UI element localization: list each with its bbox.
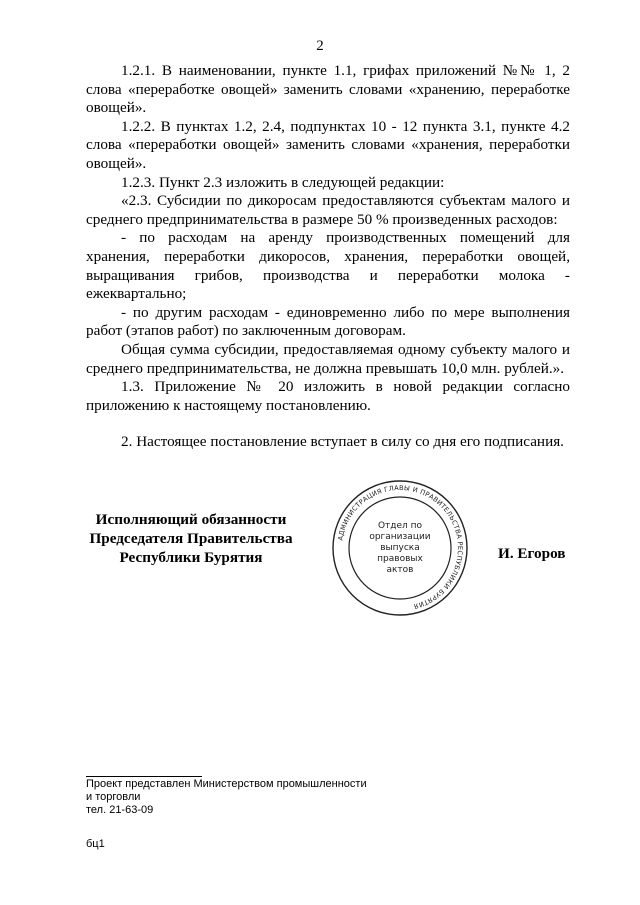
footer-phone: тел. 21-63-09 [86, 804, 154, 816]
stamp-line-4: правовых [377, 554, 423, 564]
paragraph-total-subsidy: Общая сумма субсидии, предоставляемая одному субъекту малого и среднего предпринимательства, не должна превышать 10,0 млн. рублей.». [86, 340, 570, 377]
page-number: 2 [316, 38, 324, 54]
document-body [86, 62, 570, 452]
official-stamp [330, 478, 470, 618]
paragraph-other-expenses: - по другим расходам - единовременно либо по мере выполнения работ (этапов работ) по заключенным договорам. [86, 303, 570, 340]
position-line-1: Исполняющий обязанности [95, 511, 287, 528]
footer-note [86, 778, 367, 817]
stamp-line-2: организации [369, 532, 431, 542]
paragraph-2-effective: 2. Настоящее постановление вступает в силу со дня его подписания. [121, 433, 564, 451]
paragraph-1-3: 1.3. Приложение № 20 изложить в новой редакции согласно приложению к настоящему постановлению. [86, 378, 570, 414]
footer-code: бц1 [86, 838, 105, 850]
paragraph-1-2-1: 1.2.1. В наименовании, пункте 1.1, грифах приложений №№ 1, 2 слова «переработке овощей» заменить словами «хранению, переработке овощей». [86, 62, 570, 117]
position-line-3: Республики Бурятия [119, 549, 263, 566]
paragraph-2-3-quote: «2.3. Субсидии по дикоросам предоставляются субъектам малого и среднего предпринимательства в размере 50 % произведенных расходов: [86, 192, 570, 228]
footer-line-2: и торговли [86, 791, 141, 803]
footer-divider [86, 776, 202, 777]
signatory-position [86, 510, 296, 567]
stamp-line-1: Отдел по [377, 521, 423, 531]
stamp-ring-text: АДМИНИСТРАЦИЯ ГЛАВЫ И ПРАВИТЕЛЬСТВА РЕСПУБЛИКИ БУРЯТИЯ [336, 483, 465, 611]
paragraph-rent-expenses: - по расходам на аренду производственных помещений для хранения, переработки дикоросов, хранения, переработки овощей, выращивания грибов, производства и переработки молока - ежеквартально; [86, 229, 570, 303]
footer-line-1: Проект представлен Министерством промышленности [86, 778, 367, 790]
stamp-line-3: выпуска [380, 543, 420, 553]
paragraph-1-2-3: 1.2.3. Пункт 2.3 изложить в следующей редакции: [121, 173, 445, 191]
position-line-2: Председателя Правительства [89, 530, 293, 547]
paragraph-1-2-2: 1.2.2. В пунктах 1.2, 2.4, подпунктах 10 - 12 пункта 3.1, пункте 4.2 слова «переработки овощей» заменить словами «хранения, переработки овощей». [86, 117, 570, 172]
stamp-line-5: актов [386, 565, 414, 575]
signatory-name: И. Егоров [498, 545, 566, 562]
